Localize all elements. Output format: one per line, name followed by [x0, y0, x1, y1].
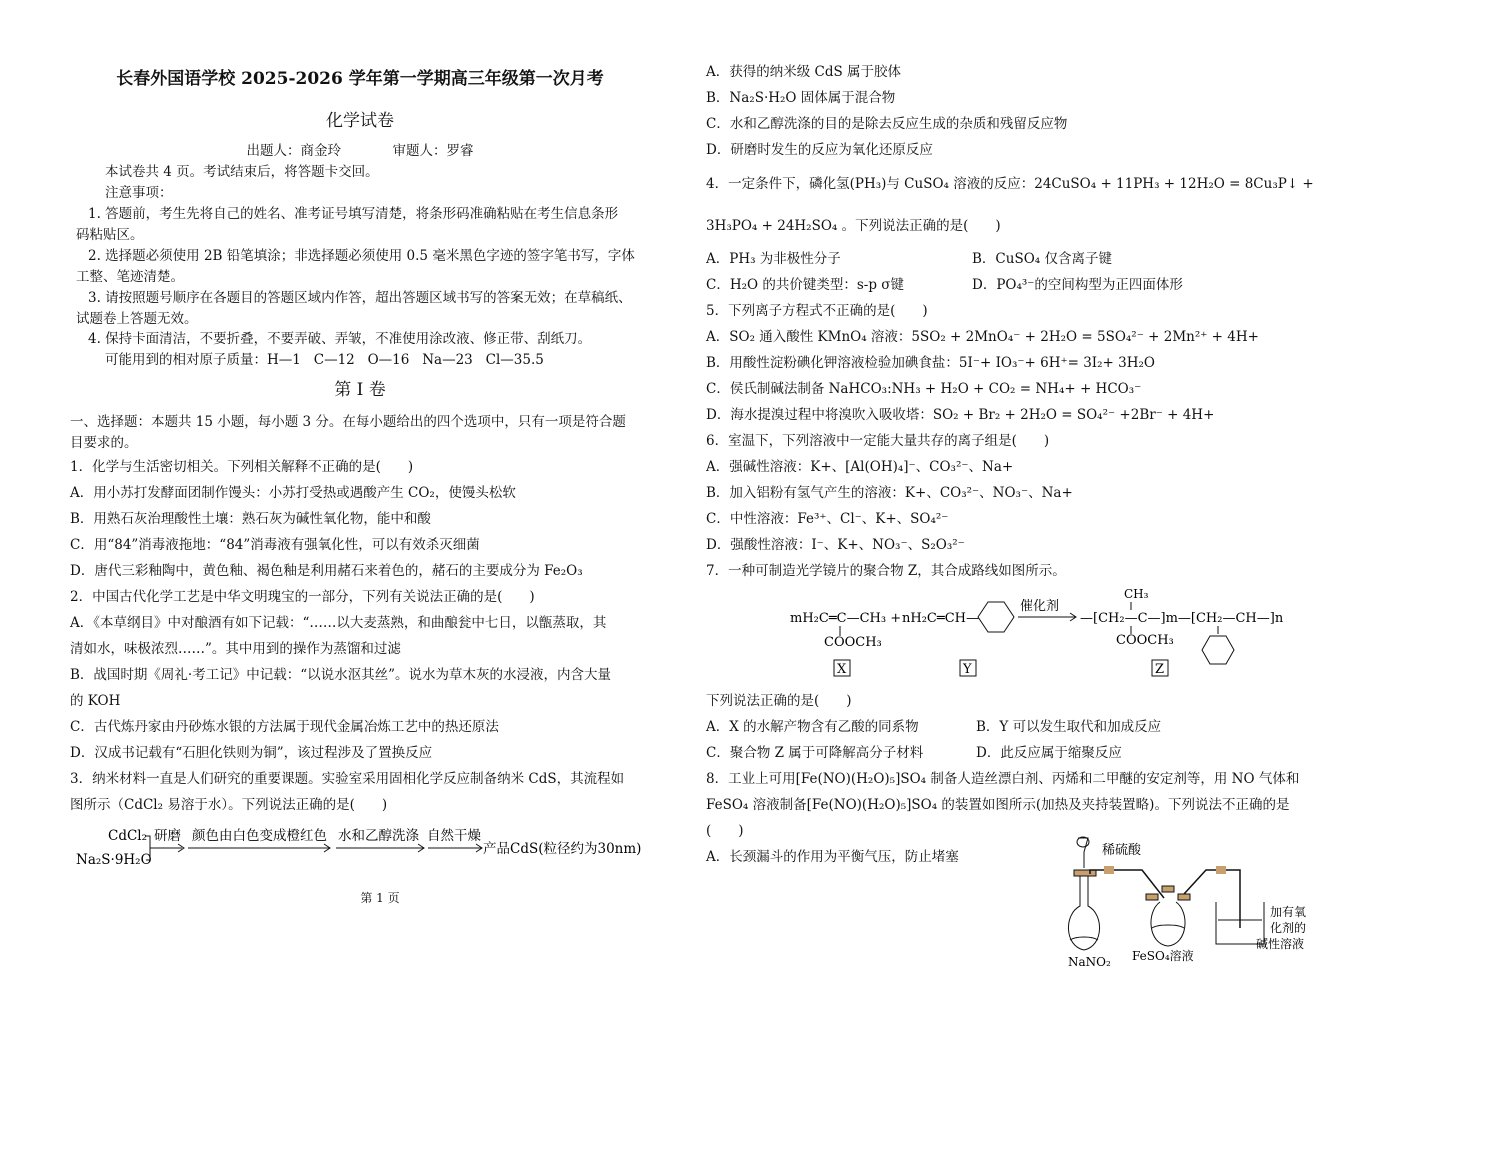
question-6: 6．室温下，下列溶液中一定能大量共存的离子组是( ) — [706, 433, 1050, 449]
beaker-label-3: 碱性溶液 — [1256, 937, 1305, 951]
product-chain: —[CH₂—C—]m—[CH₂—CH—]n — [1080, 611, 1284, 626]
label-z: Z — [1155, 662, 1165, 677]
option-line: A．PH₃ 为非极性分子 — [706, 251, 841, 267]
question-4: 4．一定条件下，磷化氢(PH₃)与 CuSO₄ 溶液的反应：24CuSO₄ + 11PH₃ + 12H₂O = 8Cu₃P↓ + — [706, 176, 1314, 192]
dropping-funnel — [1078, 838, 1088, 868]
flow-reactant-na2s: Na₂S·9H₂O — [76, 852, 152, 868]
option-line: B．加入铝粉有氢气产生的溶液：K+、CO₃²⁻、NO₃⁻、Na+ — [706, 485, 1073, 501]
question-8: 8．工业上可用[Fe(NO)(H₂O)₅]SO₄ 制备人造丝漂白剂、丙烯和二甲醚的安定剂等，用 NO 气体和 — [706, 771, 1300, 787]
flow-step-wash: 水和乙醇洗涤 — [338, 828, 419, 844]
instruction-line: 试题卷上答题无效。 — [76, 311, 198, 327]
option-line: B．用熟石灰治理酸性土壤：熟石灰为碱性氧化物，能中和酸 — [70, 511, 431, 527]
option-line: A．X 的水解产物含有乙酸的同系物 — [706, 719, 919, 735]
flow-step-dry: 自然干燥 — [427, 828, 481, 844]
reactant-y: nH₂C═CH— — [902, 611, 979, 626]
label-x: X — [837, 662, 847, 677]
option-line: B．Y 可以发生取代和加成反应 — [976, 719, 1162, 735]
option-line: D．汉成书记载有“石胆化铁则为铜”，该过程涉及了置换反应 — [70, 745, 433, 761]
flow-step-grind: 研磨 — [154, 828, 181, 844]
option-line: C．聚合物 Z 属于可降解高分子材料 — [706, 745, 924, 761]
question-3: 3．纳米材料一直是人们研究的重要课题。实验室采用固相化学反应制备纳米 CdS，其流程如 — [70, 771, 625, 787]
question-4-line: 3H₃PO₄ + 24H₂SO₄ 。下列说法正确的是( ) — [706, 218, 1001, 234]
flow-product: 产品CdS(粒径约为30nm) — [483, 841, 642, 857]
acid-label: 稀硫酸 — [1102, 843, 1142, 858]
label-y: Y — [963, 662, 972, 677]
instruction-line: 3. 请按照题号顺序在各题目的答题区域内作答，超出答题区域书写的答案无效；在草稿纸、 — [88, 290, 632, 306]
option-line: D．研磨时发生的反应为氧化还原反应 — [706, 142, 933, 158]
option-line: C．侯氏制碱法制备 NaHCO₃:NH₃ + H₂O + CO₂ = NH₄+ + HCO₃⁻ — [706, 381, 1142, 397]
question-7: 7．一种可制造光学镜片的聚合物 Z，其合成路线如图所示。 — [706, 563, 1066, 579]
instruction-line: 2. 选择题必须使用 2B 铅笔填涂；非选择题必须使用 0.5 毫米黑色字迹的签字笔书写，字体 — [88, 248, 635, 264]
flask-2-label: FeSO₄溶液 — [1132, 949, 1194, 963]
exam-subtitle: 化学试卷 — [326, 111, 394, 131]
option-line: A．强碱性溶液：K+、[Al(OH)₄]⁻、CO₃²⁻、Na+ — [706, 459, 1014, 475]
instruction-line: 注意事项： — [105, 185, 173, 201]
delivery-tube-2 — [1184, 870, 1240, 928]
page-number: 第 1 页 — [360, 891, 400, 905]
instruction-line: 1. 答题前，考生先将自己的姓名、准考证号填写清楚，将条形码准确粘贴在考生信息条形 — [88, 206, 619, 222]
option-line: 的 KOH — [70, 693, 121, 709]
atomic-masses: 可能用到的相对原子质量：H—1 C—12 O—16 Na—23 Cl—35.5 — [105, 352, 544, 368]
option-line: D．强酸性溶液：I⁻、K+、NO₃⁻、S₂O₃²⁻ — [706, 537, 965, 553]
option-line: B．CuSO₄ 仅含离子键 — [972, 251, 1112, 267]
option-line: A．《本草纲目》中对酿酒有如下记载：“……以大麦蒸熟，和曲酿瓮中七日，以甑蒸取，其 — [70, 615, 607, 631]
option-line: C．水和乙醇洗涤的目的是除去反应生成的杂质和残留反应物 — [706, 116, 1068, 132]
product-ester: COOCH₃ — [1116, 633, 1174, 648]
benzene-ring-icon — [978, 602, 1014, 632]
option-line: D．此反应属于缩聚反应 — [976, 745, 1122, 761]
exam-authors: 出题人：商金玲 审题人：罗睿 — [246, 143, 474, 159]
question-1: 1．化学与生活密切相关。下列相关解释不正确的是( ) — [70, 459, 414, 475]
question-7-line: 下列说法正确的是( ) — [706, 693, 852, 709]
instruction-line: 4. 保持卡面清洁，不要折叠，不要弄破、弄皱，不准使用涂改液、修正带、刮纸刀。 — [88, 331, 592, 347]
instruction-line: 本试卷共 4 页。考试结束后，将答题卡交回。 — [105, 164, 379, 180]
question-5: 5．下列离子方程式不正确的是( ) — [706, 303, 928, 319]
instruction-line: 工整、笔迹清楚。 — [76, 269, 184, 285]
flask-1-label: NaNO₂ — [1068, 955, 1111, 969]
option-line: A．长颈漏斗的作用为平衡气压，防止堵塞 — [706, 849, 959, 865]
option-line: B．用酸性淀粉碘化钾溶液检验加碘食盐：5I⁻+ IO₃⁻+ 6H⁺= 3I₂+ 3H₂O — [706, 355, 1155, 371]
option-line: C．古代炼丹家由丹砂炼水银的方法属于现代金属冶炼工艺中的热还原法 — [70, 719, 499, 735]
reactant-x: mH₂C═C—CH₃ + — [790, 611, 902, 626]
flow-reactant-cdcl2: CdCl₂ — [108, 828, 148, 844]
option-line: A．用小苏打发酵面团制作馒头：小苏打受热或遇酸产生 CO₂，使馒头松软 — [70, 485, 516, 501]
apparatus-diagram — [1060, 828, 1312, 976]
part-intro: 目要求的。 — [70, 435, 138, 451]
cds-flow-diagram — [70, 822, 670, 872]
question-8-line: FeSO₄ 溶液制备[Fe(NO)(H₂O)₅]SO₄ 的装置如图所示(加热及夹持装置略)。下列说法不正确的是 — [706, 797, 1290, 813]
beaker-label-1: 加有氧 — [1270, 905, 1307, 919]
part-intro: 一、选择题：本题共 15 小题，每小题 3 分。在每小题给出的四个选项中，只有一项是符合题 — [70, 414, 626, 430]
product-methyl: CH₃ — [1124, 587, 1149, 601]
option-line: D．PO₄³⁻的空间构型为正四面体形 — [972, 277, 1183, 293]
reactant-x-ester: COOCH₃ — [824, 635, 882, 650]
question-3-line: 图所示（CdCl₂ 易溶于水）。下列说法正确的是( ) — [70, 797, 388, 813]
option-line: D．海水提溴过程中将溴吹入吸收塔：SO₂ + Br₂ + 2H₂O = SO₄²⁻ +2Br⁻ + 4H+ — [706, 407, 1215, 423]
flask-2 — [1151, 902, 1185, 946]
exam-title: 长春外国语学校 2025-2026 学年第一学期高三年级第一次月考 — [116, 69, 604, 89]
instruction-line: 码粘贴区。 — [76, 227, 144, 243]
option-line: A．获得的纳米级 CdS 属于胶体 — [706, 64, 902, 80]
question-8-line: ( ) — [706, 823, 744, 839]
option-line: B．Na₂S·H₂O 固体属于混合物 — [706, 90, 896, 106]
section-title: 第 I 卷 — [334, 380, 386, 400]
option-line: B．战国时期《周礼·考工记》中记载：“以说水沤其丝”。说水为草木灰的水浸液，内含大量 — [70, 667, 612, 683]
benzene-ring-icon — [1202, 636, 1234, 664]
option-line: A．SO₂ 通入酸性 KMnO₄ 溶液：5SO₂ + 2MnO₄⁻ + 2H₂O = 5SO₄²⁻ + 2Mn²⁺ + 4H+ — [706, 329, 1259, 345]
option-line: 清如水，味极浓烈……”。其中用到的操作为蒸馏和过滤 — [70, 641, 401, 657]
catalyst-label: 催化剂 — [1020, 599, 1060, 614]
beaker-label-2: 化剂的 — [1270, 921, 1307, 935]
option-line: C．中性溶液：Fe³⁺、Cl⁻、K+、SO₄²⁻ — [706, 511, 949, 527]
option-line: C．用“84”消毒液拖地：“84”消毒液有强氧化性，可以有效杀灭细菌 — [70, 537, 480, 553]
option-line: C．H₂O 的共价键类型：s-p σ键 — [706, 277, 905, 293]
option-line: D．唐代三彩釉陶中，黄色釉、褐色釉是利用赭石来着色的，赭石的主要成分为 Fe₂O₃ — [70, 563, 583, 579]
flow-step-color: 颜色由白色变成橙红色 — [192, 828, 327, 844]
polymer-reaction-scheme — [788, 582, 1284, 686]
question-2: 2．中国古代化学工艺是中华文明瑰宝的一部分，下列有关说法正确的是( ) — [70, 589, 535, 605]
